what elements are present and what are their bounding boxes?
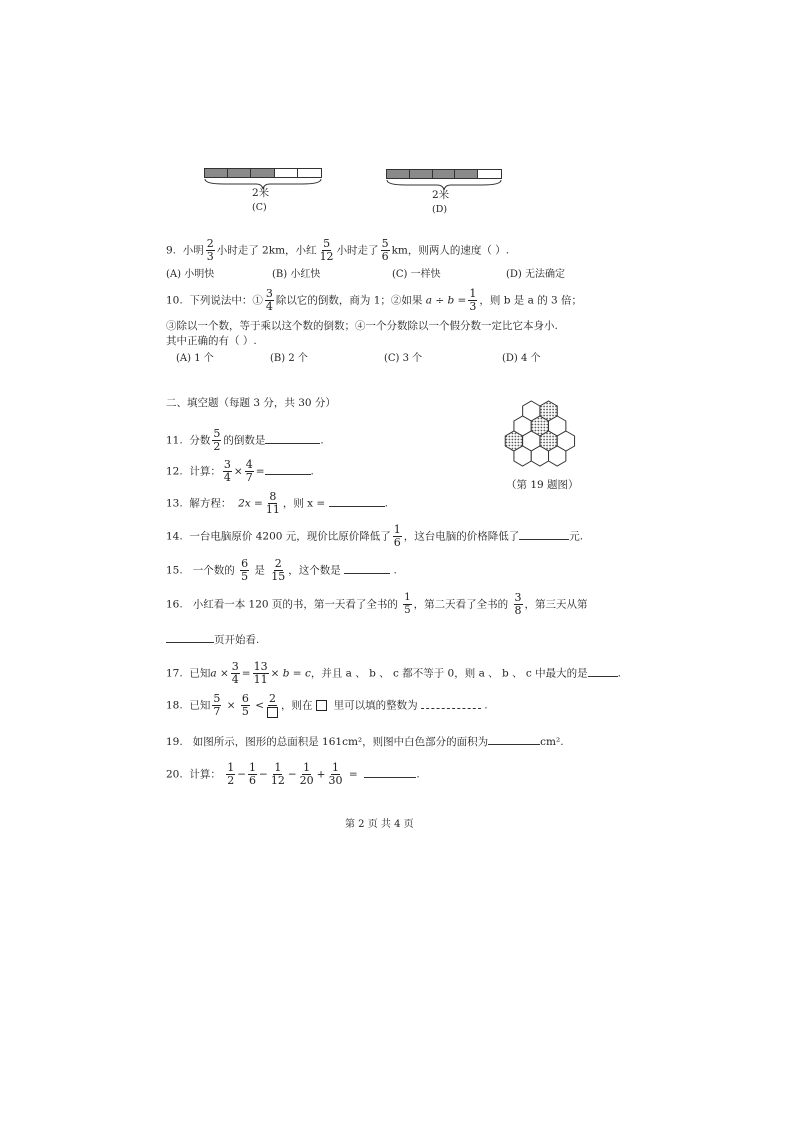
- answer-blank[interactable]: [265, 464, 311, 475]
- diagram-c-bar: [204, 168, 322, 178]
- answer-blank[interactable]: [588, 666, 618, 677]
- option-a[interactable]: (A) 1 个: [176, 353, 214, 364]
- question-9: 9. 小明 $\frac{2}{3}$ 小时走了 2km，小红 $\frac{5}{12}$ 小时走了 $\frac{5}{6}$ km，则两人的速度（ ）.: [166, 237, 510, 263]
- answer-blank[interactable]: [344, 563, 390, 574]
- diagram-c-caption: (C): [252, 202, 267, 213]
- diagram-c-label: 2米: [252, 187, 270, 199]
- option-d[interactable]: (D) 无法确定: [506, 269, 565, 280]
- answer-blank[interactable]: [265, 433, 320, 444]
- question-9-options: [166, 268, 565, 282]
- answer-blank[interactable]: [364, 767, 416, 778]
- empty-box-icon: [267, 707, 278, 718]
- question-18: 18. 已知 $\frac{5}{7}$ × $\frac{6}{5}$ < 2 ，则在 里可以填的整数为 .: [166, 692, 488, 718]
- figure-19-caption: （第 19 题图）: [506, 479, 579, 491]
- question-14: 14. 一台电脑原价 4200 元，现价比原价降低了 $\frac{1}{6}$ ，这台电脑的价格降低了 元.: [166, 523, 584, 549]
- question-19: 19. 如图所示，图形的总面积是 161cm²，则图中白色部分的面积为 cm².: [166, 736, 564, 748]
- answer-blank[interactable]: [329, 496, 385, 507]
- option-c[interactable]: (C) 一样快: [392, 269, 441, 280]
- question-17: 17. 已知a × $\frac{3}{4}$ = $\frac{13}{11}$ × b = c，并且 a 、 b 、 c 都不等于 0，则 a 、 b 、 c 中最大的是 .: [166, 660, 621, 686]
- section-2-title: 二、填空题（每题 3 分，共 30 分）: [166, 397, 336, 409]
- answer-blank[interactable]: [421, 698, 481, 709]
- question-11: 11. 分数 $\frac{5}{2}$ 的倒数是 .: [166, 427, 324, 453]
- question-20: 20. 计算： $\frac{1}{2}$ − $\frac{1}{6}$ − $\frac{1}{12}$ − $\frac{1}{20}$ + $\frac{1}{30}$ = .: [166, 761, 420, 787]
- question-10-line3: 其中正确的有（ ）.: [166, 335, 257, 347]
- question-16-line2: 页开始看.: [166, 632, 259, 647]
- question-13: 13. 解方程： 2x = $\frac{8}{11}$ ，则 x = .: [166, 490, 388, 516]
- option-b[interactable]: (B) 小红快: [272, 269, 321, 280]
- answer-blank[interactable]: [488, 734, 540, 745]
- diagram-d-label: 2米: [432, 189, 450, 201]
- question-15: 15. 一个数的 $\frac{6}{5}$ 是 $\frac{2}{15}$ ，这个数是 .: [166, 557, 397, 583]
- page-footer: 第 2 页 共 4 页: [345, 819, 414, 830]
- question-12: 12. 计算： $\frac{3}{4}$ × $\frac{4}{7}$ = .: [166, 458, 314, 484]
- answer-blank[interactable]: [166, 632, 214, 643]
- empty-box-icon: [316, 700, 327, 711]
- diagram-d-caption: (D): [432, 204, 448, 215]
- question-10: 10. 下列说法中：① $\frac{3}{4}$ 除以它的倒数，商为 1；②如果 a ÷ b = $\frac{1}{3}$ ，则 b 是 a 的 3 倍；: [166, 287, 583, 313]
- question-10-line2: ③除以一个数，等于乘以这个数的倒数；④一个分数除以一个假分数一定比它本身小.: [166, 320, 558, 332]
- answer-blank[interactable]: [519, 529, 569, 540]
- option-c[interactable]: (C) 3 个: [384, 353, 423, 364]
- hexagon-figure-icon: [500, 397, 580, 469]
- question-10-options: [176, 352, 541, 366]
- question-16: 16. 小红看一本 120 页的书，第一天看了全书的 $\frac{1}{5}$ ，第二天看了全书的 $\frac{3}{8}$ ，第三天从第: [166, 591, 588, 617]
- option-a[interactable]: (A) 小明快: [166, 269, 215, 280]
- diagram-d-bar: [386, 169, 502, 179]
- option-b[interactable]: (B) 2 个: [270, 353, 308, 364]
- option-d[interactable]: (D) 4 个: [502, 353, 541, 364]
